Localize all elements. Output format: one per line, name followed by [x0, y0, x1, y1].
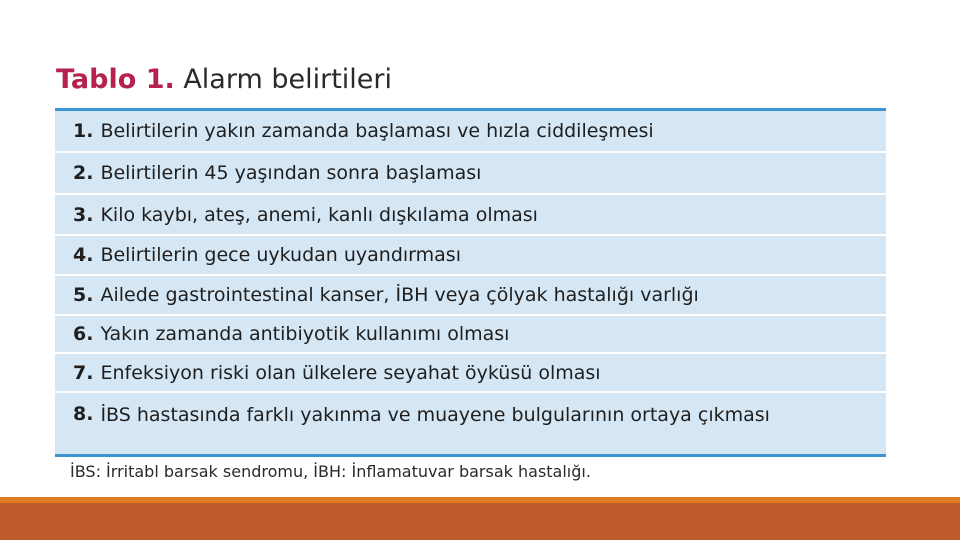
table-row: [55, 111, 886, 153]
row-text: Enfeksiyon riski olan ülkelere seyahat öyküsü olması: [100, 361, 601, 384]
table-row: [55, 195, 886, 236]
row-number: 8.: [73, 403, 94, 425]
table-row: [55, 316, 886, 354]
table-title-text: Alarm belirtileri: [183, 64, 393, 95]
row-number: 6.: [73, 323, 94, 345]
row-number: 1.: [73, 120, 94, 142]
table-number: Tablo 1.: [56, 64, 175, 95]
row-text: Ailede gastrointestinal kanser, İBH veya çölyak hastalığı varlığı: [100, 284, 699, 306]
row-text: Belirtilerin 45 yaşından sonra başlaması: [100, 162, 482, 184]
row-text: Yakın zamanda antibiyotik kullanımı olması: [100, 323, 510, 345]
table-row: [55, 236, 886, 276]
row-number: 3.: [73, 203, 94, 226]
table-row: [55, 276, 886, 316]
table-footnote: İBS: İrritabl barsak sendromu, İBH: İnflamatuvar barsak hastalığı.: [70, 462, 591, 481]
row-text: Belirtilerin yakın zamanda başlaması ve hızla ciddileşmesi: [100, 120, 654, 142]
row-text: İBS hastasında farklı yakınma ve muayene bulgularının ortaya çıkması: [100, 404, 770, 426]
row-text: Belirtilerin gece uykudan uyandırması: [100, 244, 461, 266]
footer-bar: [0, 503, 960, 540]
table-title: [56, 66, 392, 93]
row-number: 4.: [73, 244, 94, 266]
row-number: 2.: [73, 162, 94, 184]
row-number: 5.: [73, 284, 94, 306]
alarm-symptoms-table: [55, 108, 886, 457]
table-row: [55, 393, 886, 454]
row-text: Kilo kaybı, ateş, anemi, kanlı dışkılama olması: [100, 203, 538, 226]
table-row: [55, 153, 886, 195]
row-number: 7.: [73, 361, 94, 384]
table-row: [55, 354, 886, 393]
